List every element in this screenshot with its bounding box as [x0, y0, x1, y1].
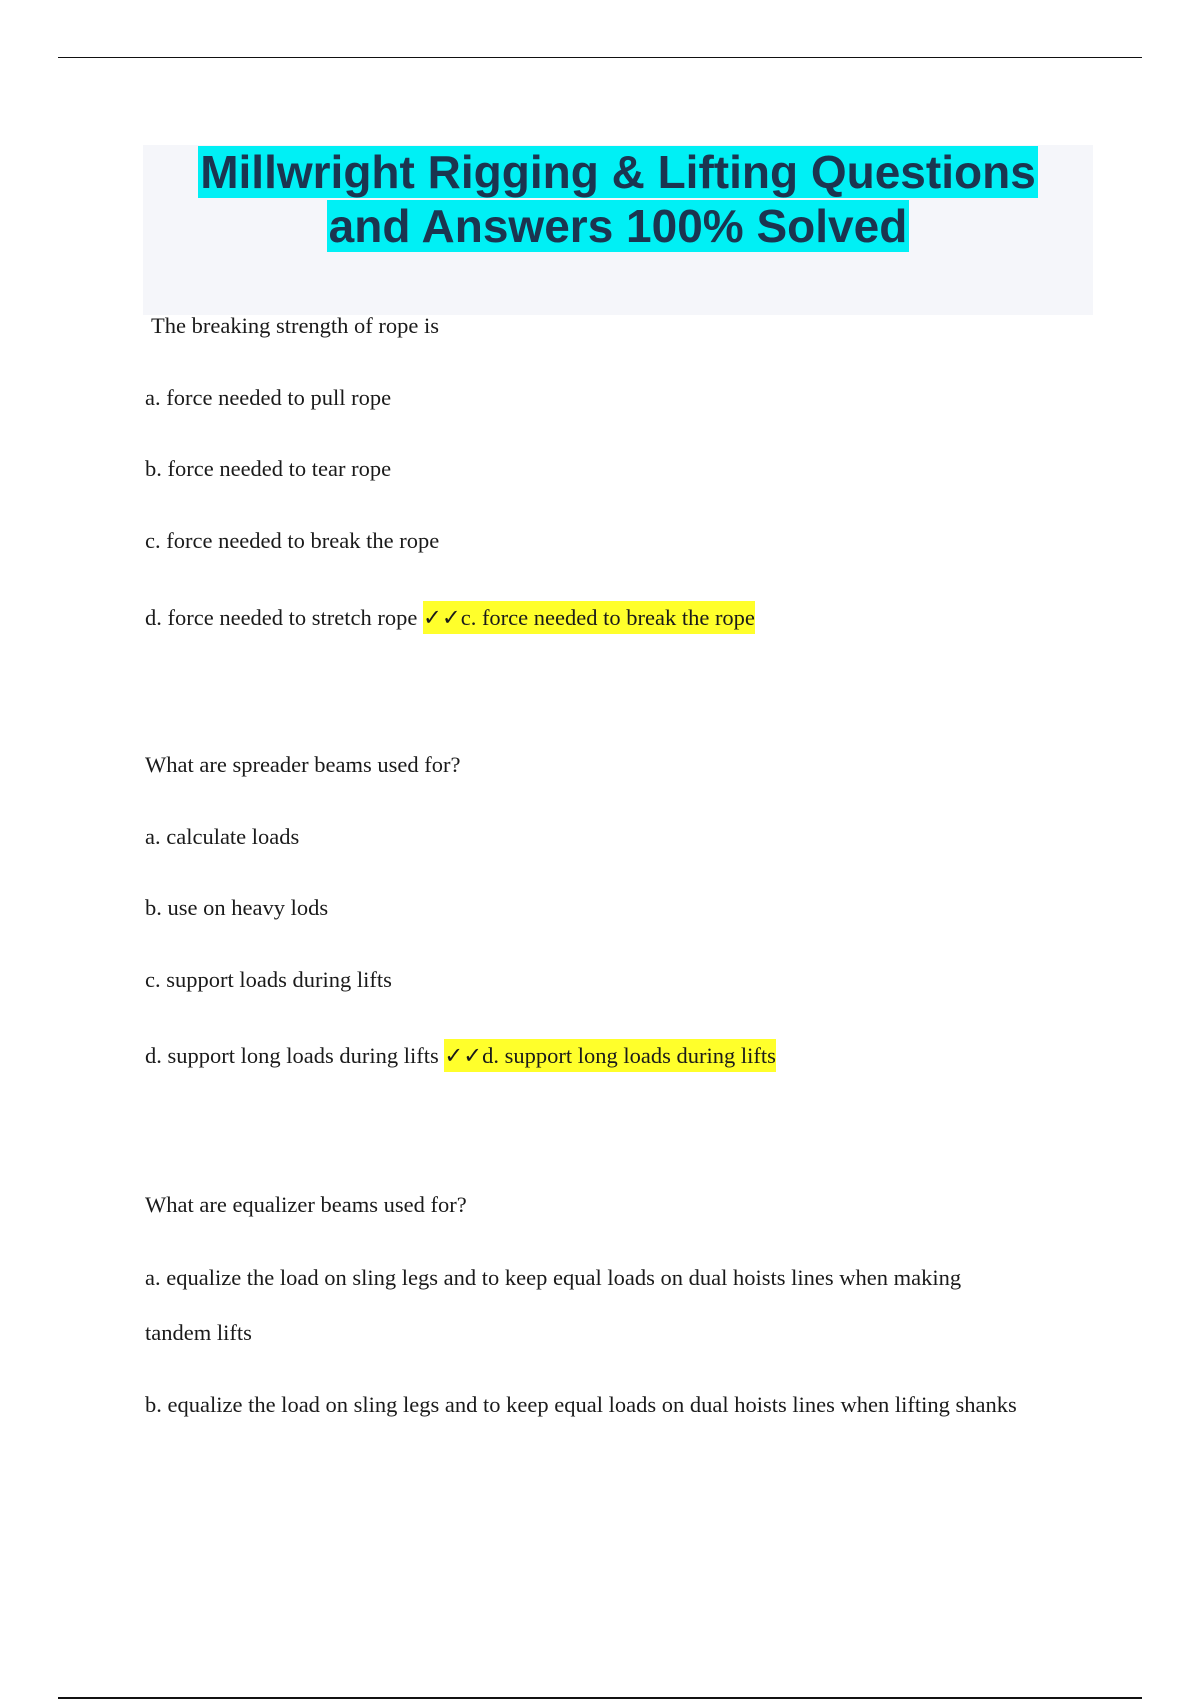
question-1-option-a: a. force needed to pull rope: [145, 385, 392, 410]
top-rule: [58, 57, 1142, 58]
question-2-option-b: b. use on heavy lods: [145, 895, 329, 920]
title-block: [143, 145, 1093, 315]
question-3-option-a: a. equalize the load on sling legs and to keep equal loads on dual hoists lines when making: [145, 1265, 962, 1290]
question-2-prompt: What are spreader beams used for?: [145, 752, 461, 777]
question-1-option-c: c. force needed to break the rope: [145, 528, 440, 553]
document-title-line-1: Millwright Rigging & Lifting Questions: [200, 146, 1036, 198]
question-1-prompt: The breaking strength of rope is: [151, 313, 440, 338]
question-2-option-d-row: [145, 1041, 776, 1071]
question-1-option-d-row: [145, 603, 755, 633]
question-1-option-d: d. force needed to stretch rope: [145, 605, 418, 630]
question-3-prompt: What are equalizer beams used for?: [145, 1192, 467, 1217]
question-2-option-a: a. calculate loads: [145, 824, 300, 849]
question-2-option-d: d. support long loads during lifts: [145, 1043, 439, 1068]
question-1-answer: ✓✓c. force needed to break the rope: [423, 601, 755, 634]
question-3-option-a-continued: tandem lifts: [145, 1320, 252, 1345]
question-2-option-c: c. support loads during lifts: [145, 967, 392, 992]
document-title-line-2: and Answers 100% Solved: [328, 200, 908, 252]
question-1-option-b: b. force needed to tear rope: [145, 456, 392, 481]
bottom-rule: [58, 1697, 1142, 1699]
question-2-answer: ✓✓d. support long loads during lifts: [444, 1039, 775, 1072]
question-3-option-b: b. equalize the load on sling legs and to keep equal loads on dual hoists lines when lifting shanks: [145, 1392, 1017, 1417]
